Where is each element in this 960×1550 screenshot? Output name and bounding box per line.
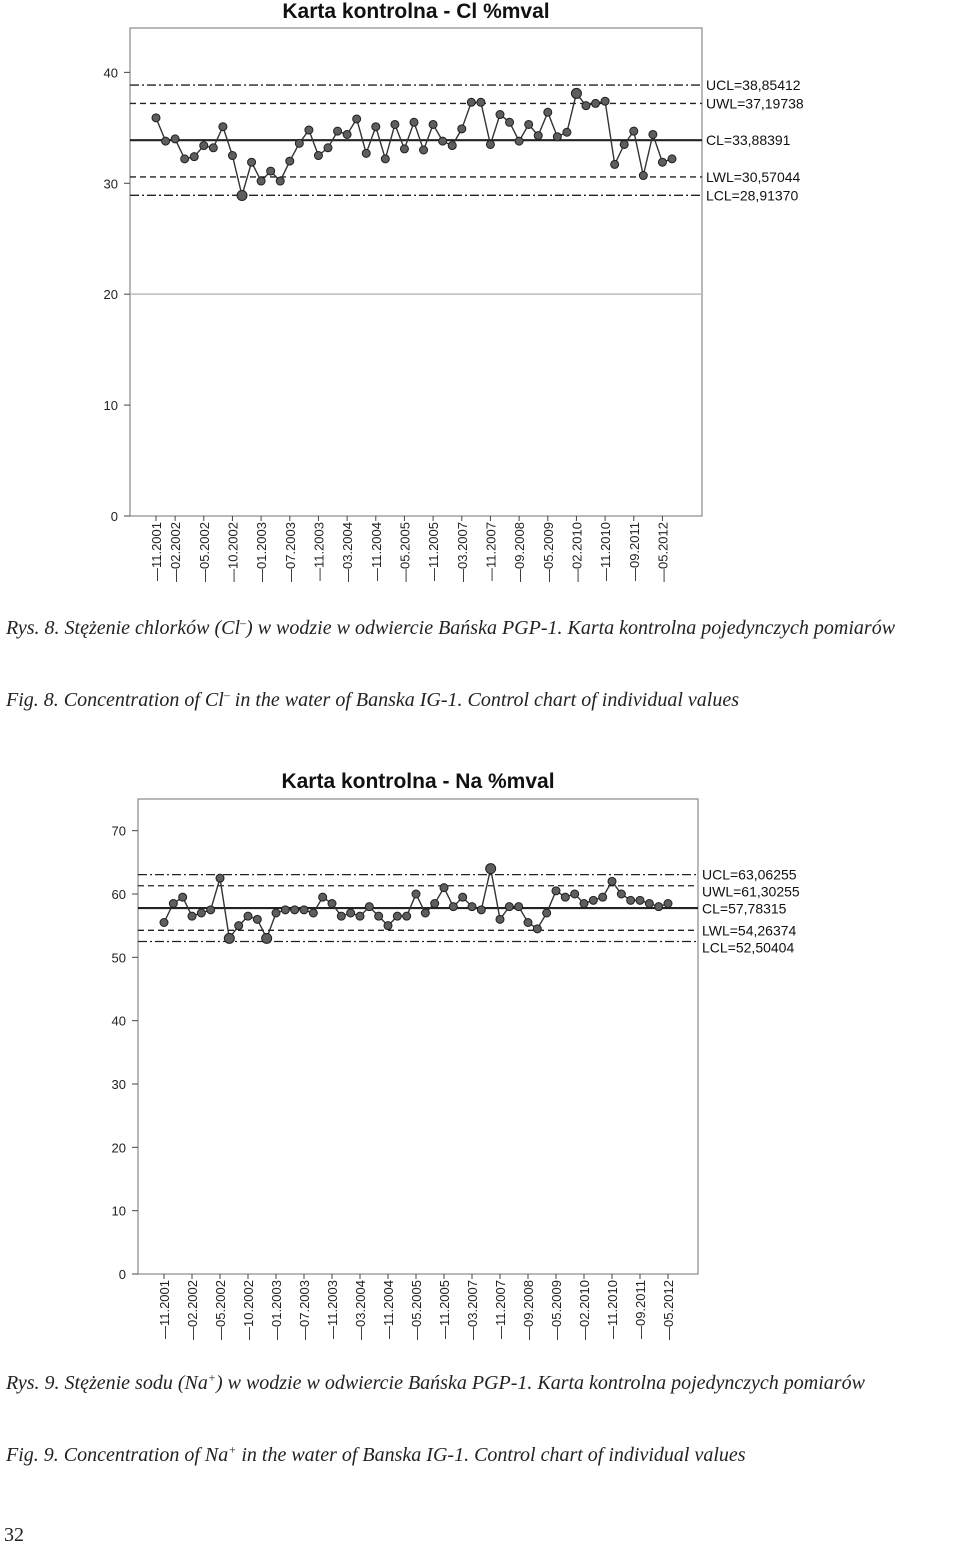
na-data-point xyxy=(169,900,177,908)
na-data-point xyxy=(197,909,205,917)
na-data-point xyxy=(655,903,663,911)
cl-data-point xyxy=(496,111,504,119)
na-ref-label-uwl: UWL=61,30255 xyxy=(702,883,800,900)
cl-data-point xyxy=(257,177,265,185)
cl-data-point xyxy=(448,142,456,150)
na-data-point xyxy=(608,877,616,885)
na-data-point xyxy=(468,903,476,911)
cl-data-point xyxy=(400,145,408,153)
cl-data-point xyxy=(639,172,647,180)
na-data-point xyxy=(393,912,401,920)
na-data-point xyxy=(375,912,383,920)
na-data-point xyxy=(365,903,373,911)
na-x-tick-label: —05.2009 xyxy=(549,1280,564,1340)
na-x-tick-label: —02.2002 xyxy=(185,1280,200,1340)
na-data-point xyxy=(627,896,635,904)
cl-data-point xyxy=(582,102,590,110)
na-data-point xyxy=(664,900,672,908)
cl-data-point xyxy=(429,120,437,128)
na-data-point xyxy=(403,912,411,920)
cl-x-tick-label: —11.2001 xyxy=(149,522,164,582)
cl-data-point xyxy=(668,155,676,163)
na-y-tick-label: 0 xyxy=(118,1267,126,1282)
cl-data-point xyxy=(237,190,247,200)
cl-ref-label-uwl: UWL=37,19738 xyxy=(706,95,804,112)
na-x-tick-label: —11.2010 xyxy=(605,1280,620,1340)
chart-cl-title: Karta kontrolna - Cl %mval xyxy=(282,0,550,23)
cl-data-point xyxy=(286,157,294,165)
cl-data-point xyxy=(571,88,581,98)
na-x-tick-label: —03.2004 xyxy=(353,1280,368,1340)
cl-data-point xyxy=(324,144,332,152)
cl-data-point xyxy=(162,137,170,145)
cl-data-point xyxy=(267,167,275,175)
na-data-point xyxy=(272,909,280,917)
cl-x-tick-label: —05.2005 xyxy=(397,522,413,582)
caption-rys9-part1: Rys. 9. Stężenie sodu (Na xyxy=(6,1372,208,1394)
chart-cl xyxy=(0,0,960,590)
na-y-tick-label: 60 xyxy=(111,887,126,902)
cl-x-tick-label: —10.2002 xyxy=(225,522,241,582)
caption-rys8 xyxy=(6,613,956,644)
cl-data-point xyxy=(314,152,322,160)
caption-rys9-sup: + xyxy=(207,1370,216,1385)
cl-x-tick-label: —09.2008 xyxy=(512,522,528,582)
cl-data-point xyxy=(486,140,494,148)
na-data-point xyxy=(599,893,607,901)
na-x-tick-label: —05.2005 xyxy=(409,1280,424,1340)
caption-fig8-part2: in the water of Banska IG-1. Control chart of individual values xyxy=(229,689,739,711)
cl-data-point xyxy=(181,155,189,163)
cl-data-point xyxy=(353,115,361,123)
na-data-point xyxy=(253,915,261,923)
cl-x-tick-label: —07.2003 xyxy=(282,522,298,582)
na-x-tick-label: —09.2008 xyxy=(521,1280,536,1340)
cl-data-point xyxy=(649,130,657,138)
cl-data-point xyxy=(515,137,523,145)
cl-plot-frame xyxy=(130,28,702,516)
cl-data-point xyxy=(611,160,619,168)
na-data-point xyxy=(356,912,364,920)
caption-fig9-sup: + xyxy=(228,1442,237,1457)
na-data-point xyxy=(179,893,187,901)
cl-x-tick-label: —11.2007 xyxy=(483,522,499,582)
cl-x-tick-label: —02.2010 xyxy=(569,522,585,582)
na-x-tick-label: —11.2003 xyxy=(325,1280,340,1340)
na-data-point xyxy=(328,900,336,908)
cl-x-tick-label: —11.2004 xyxy=(368,522,384,582)
cl-data-point xyxy=(190,153,198,161)
na-x-tick-label: —03.2007 xyxy=(465,1280,480,1340)
cl-data-point xyxy=(219,123,227,131)
cl-x-tick-label: —03.2007 xyxy=(454,522,470,582)
cl-data-point xyxy=(420,146,428,154)
na-data-point xyxy=(412,890,420,898)
caption-fig9-part2: in the water of Banska IG-1. Control chart of individual values xyxy=(236,1444,746,1466)
cl-ref-label-lcl: LCL=28,91370 xyxy=(706,187,799,204)
na-data-point xyxy=(486,864,496,874)
na-data-point xyxy=(543,909,551,917)
na-data-point xyxy=(459,893,467,901)
caption-rys8-part1: Rys. 8. Stężenie chlorków (Cl xyxy=(6,617,241,639)
cl-data-point xyxy=(620,140,628,148)
cl-data-point xyxy=(534,132,542,140)
na-data-point xyxy=(617,890,625,898)
caption-fig9-part1: Fig. 9. Concentration of Na xyxy=(6,1444,229,1466)
cl-x-tick-label: —11.2003 xyxy=(311,522,327,582)
cl-data-point xyxy=(601,97,609,105)
na-data-point xyxy=(216,874,224,882)
na-data-point xyxy=(645,900,653,908)
na-data-point xyxy=(337,912,345,920)
cl-data-point xyxy=(343,130,351,138)
cl-data-point xyxy=(467,98,475,106)
cl-y-tick-label: 40 xyxy=(103,65,118,81)
caption-fig9 xyxy=(6,1440,956,1471)
na-x-tick-label: —01.2003 xyxy=(269,1280,284,1340)
cl-data-point xyxy=(381,155,389,163)
cl-data-point xyxy=(391,120,399,128)
na-x-tick-label: —05.2012 xyxy=(661,1280,676,1340)
na-data-point xyxy=(561,893,569,901)
na-data-point xyxy=(262,933,272,943)
chart-na xyxy=(0,770,960,1360)
cl-data-point xyxy=(592,99,600,107)
cl-data-point xyxy=(171,135,179,143)
cl-x-tick-label: —01.2003 xyxy=(254,522,270,582)
cl-y-tick-label: 30 xyxy=(103,176,118,192)
na-data-point xyxy=(440,884,448,892)
cl-x-tick-label: —02.2002 xyxy=(168,522,184,582)
na-data-point xyxy=(224,933,234,943)
cl-x-tick-label: —11.2005 xyxy=(426,522,442,582)
cl-x-tick-label: —03.2004 xyxy=(340,522,356,582)
na-plot-frame xyxy=(138,799,698,1274)
na-x-tick-label: —02.2010 xyxy=(577,1280,592,1340)
cl-data-point xyxy=(334,127,342,135)
cl-data-point xyxy=(372,123,380,131)
cl-data-point xyxy=(248,158,256,166)
na-x-tick-label: —10.2002 xyxy=(241,1280,256,1340)
cl-data-point xyxy=(410,118,418,126)
na-data-point xyxy=(235,922,243,930)
caption-rys9 xyxy=(6,1368,956,1399)
na-x-tick-label: —11.2004 xyxy=(381,1280,396,1340)
na-data-point xyxy=(309,909,317,917)
na-x-tick-label: —11.2005 xyxy=(437,1280,452,1340)
na-data-point xyxy=(515,903,523,911)
caption-rys9-part2: ) w wodzie w odwiercie Bańska PGP-1. Karta kontrolna pojedynczych pomiarów xyxy=(215,1372,865,1394)
na-x-tick-label: —07.2003 xyxy=(297,1280,312,1340)
cl-data-point xyxy=(209,144,217,152)
cl-x-tick-label: —05.2012 xyxy=(655,522,671,582)
caption-rys8-sup: – xyxy=(240,615,247,630)
cl-y-tick-label: 20 xyxy=(103,287,118,303)
na-data-point xyxy=(300,906,308,914)
cl-ref-label-lwl: LWL=30,57044 xyxy=(706,168,801,185)
na-y-tick-label: 20 xyxy=(111,1140,126,1156)
na-ref-label-ucl: UCL=63,06255 xyxy=(702,866,797,883)
na-x-tick-label: —11.2001 xyxy=(157,1280,172,1340)
cl-data-point xyxy=(458,125,466,133)
na-data-point xyxy=(477,906,485,914)
cl-ref-label-ucl: UCL=38,85412 xyxy=(706,77,801,94)
cl-data-point xyxy=(477,98,485,106)
na-data-point xyxy=(160,919,168,927)
na-data-point xyxy=(496,915,504,923)
na-data-point xyxy=(421,909,429,917)
cl-ref-label-cl: CL=33,88391 xyxy=(706,132,791,149)
na-y-tick-label: 30 xyxy=(111,1077,126,1092)
na-data-point xyxy=(281,906,289,914)
na-x-tick-label: —09.2011 xyxy=(633,1280,648,1340)
na-data-point xyxy=(291,906,299,914)
cl-data-point xyxy=(658,158,666,166)
na-ref-label-lcl: LCL=52,50404 xyxy=(702,939,795,956)
cl-x-tick-label: —09.2011 xyxy=(626,522,642,582)
na-y-tick-label: 10 xyxy=(111,1203,126,1219)
cl-y-tick-label: 10 xyxy=(103,398,118,414)
cl-data-point xyxy=(563,128,571,136)
cl-data-point xyxy=(295,139,303,147)
na-data-point xyxy=(244,912,252,920)
cl-data-point xyxy=(362,149,370,157)
na-y-tick-label: 50 xyxy=(111,950,126,966)
na-data-point xyxy=(533,925,541,933)
na-data-point xyxy=(552,887,560,895)
cl-data-point xyxy=(276,177,284,185)
page-number: 32 xyxy=(4,1524,24,1546)
cl-data-point xyxy=(525,120,533,128)
na-ref-label-lwl: LWL=54,26374 xyxy=(702,922,797,939)
cl-data-point xyxy=(506,118,514,126)
na-data-point xyxy=(636,896,644,904)
caption-fig8-sup: – xyxy=(223,687,230,702)
cl-data-point xyxy=(200,142,208,150)
cl-x-tick-label: —05.2002 xyxy=(196,522,212,582)
na-data-point xyxy=(431,900,439,908)
cl-data-point xyxy=(439,137,447,145)
na-data-point xyxy=(347,909,355,917)
cl-data-point xyxy=(152,114,160,122)
cl-x-tick-label: —05.2009 xyxy=(540,522,556,582)
na-data-point xyxy=(505,903,513,911)
caption-fig8-part1: Fig. 8. Concentration of Cl xyxy=(6,689,224,711)
cl-data-point xyxy=(630,127,638,135)
na-data-point xyxy=(524,919,532,927)
na-data-point xyxy=(188,912,196,920)
na-data-point xyxy=(589,896,597,904)
caption-rys8-part2: ) w wodzie w odwiercie Bańska PGP-1. Karta kontrolna pojedynczych pomiarów xyxy=(246,617,896,639)
na-data-point xyxy=(384,922,392,930)
cl-y-tick-label: 0 xyxy=(110,509,118,524)
na-data-point xyxy=(449,903,457,911)
na-y-tick-label: 70 xyxy=(111,823,126,839)
na-ref-label-cl: CL=57,78315 xyxy=(702,900,787,917)
cl-data-point xyxy=(228,152,236,160)
cl-data-point xyxy=(553,133,561,141)
chart-na-title: Karta kontrolna - Na %mval xyxy=(281,770,555,793)
cl-x-tick-label: —11.2010 xyxy=(598,522,614,582)
na-data-point xyxy=(580,900,588,908)
na-x-tick-label: —05.2002 xyxy=(213,1280,228,1340)
na-y-tick-label: 40 xyxy=(111,1013,126,1029)
na-data-point xyxy=(207,906,215,914)
caption-fig8 xyxy=(6,685,956,716)
cl-data-point xyxy=(544,108,552,116)
cl-data-point xyxy=(305,126,313,134)
na-x-tick-label: —11.2007 xyxy=(493,1280,508,1340)
na-data-point xyxy=(319,893,327,901)
na-data-point xyxy=(571,890,579,898)
